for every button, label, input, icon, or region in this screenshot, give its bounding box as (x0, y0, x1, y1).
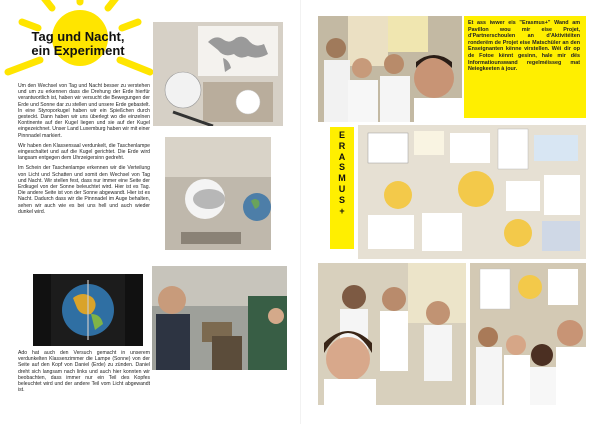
student-with-lamp-photo (152, 266, 287, 370)
page-divider (300, 0, 301, 424)
article-bottom-text (18, 350, 150, 397)
globe-in-dark-photo (33, 274, 143, 346)
erasmus-intro-text: Et ass iwwer eis "Erasmus+" Wand am Pavillon wou mir eise Projet, d'Partnerschoulen an d'Aktivitéiten ronderëm de Projet eise Matschüler an den Enseignanten kënne virstellen. Wéi dir op de Fotoe kënnt gesinn, hale mir dës Informatiounswand regelméisseg mat Neiegkeeten à jour. (468, 20, 580, 73)
paragraph-3: Im Schein der Taschenlampe erkennen wir die Verteilung von Licht und Schatten und somit den Wechsel von Tag und Nacht. Wir stellen fest, dass nur immer eine Seite der Erdkugel von der Sonne beleuchtet wird. Hier ist es Tag. Die andere Seite ist von der Sonne abgewandt. Hier ist es Nacht. Dadurch dass wir die Pinnnadel im Auge behalten, sehen wir auch wie es bei uns hell und auch wieder dunkel wird. (18, 165, 150, 215)
erasmus-intro-box (464, 16, 586, 118)
students-selfie-photo (318, 16, 462, 122)
paragraph-1: Um den Wechsel von Tag und Nacht besser zu verstehen und um zu erkennen dass die Drehung der Erde hierfür verantwortlich ist, haben wir versucht die Bewegungen der Erde und Sonne dar zu stellen und unsere Erde gebastelt. In eine Styroporkugel haben wir ein Spießchen durch gesteckt. Dann haben wir uns überlegt wo die einzelnen Kontinente auf der Kugel liegen und sie auf der Kugel eingezeichnet. Unser Land Luxemburg haben wir mit einer Pinnnadel markiert. (18, 83, 150, 139)
world-map-globe-photo (153, 22, 283, 126)
article-title-text: Tag und Nacht, ein Experiment (31, 29, 125, 58)
students-group-photo-1 (318, 263, 466, 405)
styrofoam-globe-photo (165, 137, 271, 250)
article-title (18, 30, 138, 58)
erasmus-wall-photo (358, 125, 586, 259)
article-body (18, 83, 150, 219)
paragraph-4: Ado hat auch den Versuch gemacht in unserem verdunkelten Klassenzimmer die Lampe (Sonne) von der Seite auf den Kopf von Daniel (Erde) zu zünden. Daniel dreht sich langsam nach links und auch hier konnten wir beobachten, dass immer nur ein Teil des Kopfes beleuchtet wird und der andere Teil vom Licht abgewandt ist. (18, 350, 150, 394)
erasmus-vertical-label-box (330, 127, 354, 249)
erasmus-vertical-label: E R A S M U S + (338, 130, 346, 216)
paragraph-2: Wir haben den Klassensaal verdunkelt, die Taschenlampe eingeschaltet und auf die Kugel gerichtet. Die Erde wird langsam entgegen dem Uhrzeigersinn gedreht. (18, 142, 150, 162)
students-group-photo-2 (470, 263, 586, 405)
